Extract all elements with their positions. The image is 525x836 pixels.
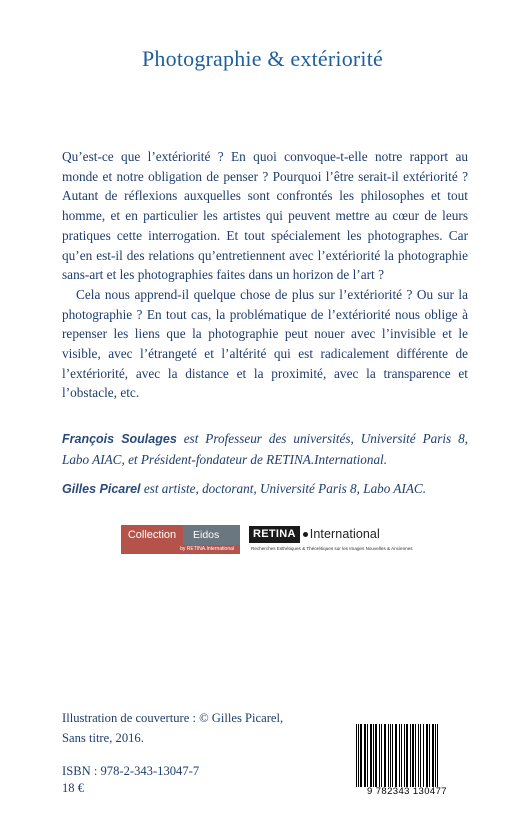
barcode-bar xyxy=(370,724,372,787)
retina-logo-box: RETINA xyxy=(249,526,300,543)
collection-logo-label: Collection xyxy=(121,525,183,545)
barcode-bar xyxy=(429,724,430,787)
barcode-bar xyxy=(364,724,366,787)
retina-international-logo xyxy=(249,525,413,553)
eidos-logo-label: Eidos xyxy=(183,525,240,545)
barcode-bar xyxy=(406,724,408,787)
blurb-paragraph-2: Cela nous apprend-il quelque chose de plus sur l’extériorité ? Ou sur la photographie ? En tout cas, la problématique de l’extériorité nous oblige à repenser les liens que la photographie peut nouer avec l’invisible et le visible, avec l’étrangeté et l’altérité qui est radicalement différente de l’extériorité, avec la distance et la proximité, avec la transparence et l’obstacle, etc. xyxy=(62,286,468,401)
barcode-bar xyxy=(360,724,362,787)
author-bio-text-2: est artiste, doctorant, Université Paris 8, Labo AIAC. xyxy=(140,481,427,497)
barcode-bar xyxy=(390,724,391,787)
barcode-bar xyxy=(437,724,438,787)
retina-logo-tagline: Recherches Esthétiques & Théorétiques sur les Images Nouvelles & Anciennes xyxy=(251,546,413,551)
barcode-bar xyxy=(401,724,402,787)
retina-dot-icon xyxy=(303,532,308,537)
barcode-bar xyxy=(418,724,419,787)
cover-credits xyxy=(62,709,352,748)
barcode-bar xyxy=(426,724,428,787)
barcode-bar xyxy=(423,724,424,787)
credit-line-1: Illustration de couverture : © Gilles Picarel, xyxy=(62,711,284,725)
author-name-1: François Soulages xyxy=(62,432,177,446)
barcode-bar xyxy=(381,724,382,787)
barcode-bar xyxy=(415,724,416,787)
barcode-number: 9 782343 130477 xyxy=(367,786,447,797)
barcode-bar xyxy=(432,724,434,787)
barcode-bar xyxy=(373,724,374,787)
isbn: ISBN : 978-2-343-13047-7 xyxy=(62,764,200,778)
barcode-bar xyxy=(367,724,368,787)
barcode-bar xyxy=(399,724,400,787)
author-bio-2 xyxy=(62,479,468,500)
barcode-bar xyxy=(412,724,414,787)
barcode-bar xyxy=(388,724,389,787)
author-bios xyxy=(62,429,468,510)
barcode-bar xyxy=(358,724,359,787)
author-name-2: Gilles Picarel xyxy=(62,482,141,497)
author-bio-text-1: est Professeur des universités, Université Paris 8, Labo AIAC, et Président-fondateur de RETINA.International. xyxy=(62,431,468,467)
barcode-bar xyxy=(395,724,397,787)
barcode xyxy=(354,724,460,796)
credit-line-2: Sans titre, 2016. xyxy=(62,730,144,745)
retina-logo-word: International xyxy=(309,527,380,541)
barcode-bar xyxy=(375,724,377,787)
barcode-bar xyxy=(392,724,393,787)
barcode-bars xyxy=(356,724,458,787)
barcode-bar xyxy=(384,724,386,787)
collection-eidos-logo xyxy=(121,525,240,554)
price: 18 € xyxy=(62,781,85,795)
book-title: Photographie & extériorité xyxy=(141,46,384,71)
barcode-bar xyxy=(404,724,405,787)
barcode-bar xyxy=(410,724,411,787)
barcode-bar xyxy=(420,724,421,787)
barcode-bar xyxy=(435,724,436,787)
barcode-bar xyxy=(356,724,357,787)
collection-logo-sub: by RETINA.International xyxy=(121,545,240,554)
back-cover-blurb xyxy=(62,147,468,403)
author-bio-1 xyxy=(62,429,468,469)
barcode-bar xyxy=(379,724,380,787)
blurb-paragraph-1: Qu’est-ce que l’extériorité ? En quoi convoque-t-elle notre rapport au monde et notre obligation de penser ? Pourquoi l’être serait-il extériorité ? Autant de réflexions auxquelles sont confrontés les philosophes et tout homme, et en particulier les artistes qui peuvent mettre au cœur de leurs pratiques cette interrogation. Et tout spécialement les photographes. Car qu’en est-il des relations qu’entretiennent avec l’extériorité la photographie sans-art et les photographies faites dans un horizon de l’art ? xyxy=(62,149,468,283)
